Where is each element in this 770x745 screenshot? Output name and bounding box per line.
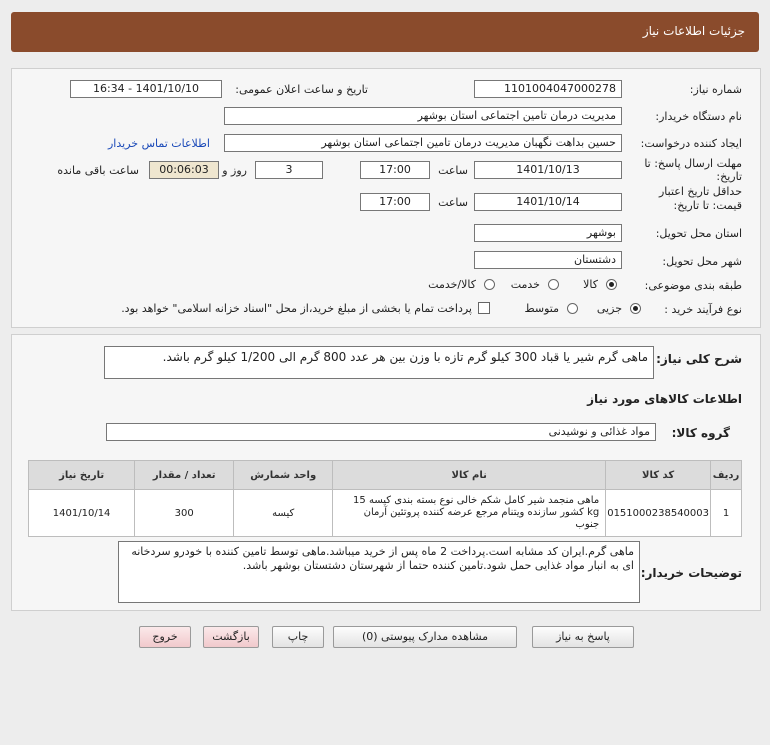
attachments-button[interactable]: مشاهده مدارک پیوستی (0) bbox=[333, 626, 517, 648]
page-title: جزئیات اطلاعات نیاز bbox=[642, 24, 745, 38]
print-button[interactable]: چاپ bbox=[272, 626, 324, 648]
goods-table bbox=[28, 460, 742, 537]
process-radio-minor[interactable] bbox=[630, 303, 641, 314]
goods-group-label: گروه کالا: bbox=[671, 426, 730, 440]
col-qty: تعداد / مقدار bbox=[135, 461, 234, 490]
category-option-service: خدمت bbox=[510, 278, 540, 291]
summary-field: ماهی گرم شیر یا قباد 300 کیلو گرم تازه با وزن بین هر عدد 800 گرم الی 1/200 کیلو گرم باشد. bbox=[104, 346, 654, 379]
province-field: بوشهر bbox=[474, 224, 622, 242]
process-radio-medium[interactable] bbox=[567, 303, 578, 314]
city-field: دشتستان bbox=[474, 251, 622, 269]
category-label: طبقه بندی موضوعی: bbox=[644, 279, 742, 292]
cell-qty: 300 bbox=[135, 490, 234, 537]
city-label: شهر محل تحویل: bbox=[662, 255, 742, 268]
deadline-date-label: تاریخ: bbox=[716, 170, 742, 183]
province-label: استان محل تحویل: bbox=[655, 227, 742, 240]
reply-button[interactable]: پاسخ به نیاز bbox=[532, 626, 634, 648]
category-radio-goods[interactable] bbox=[606, 279, 617, 290]
exit-button[interactable]: خروج bbox=[139, 626, 191, 648]
col-code: کد کالا bbox=[606, 461, 711, 490]
buyer-org-field: مدیریت درمان تامین اجتماعی استان بوشهر bbox=[224, 107, 622, 125]
treasury-note: پرداخت تمام یا بخشی از مبلغ خرید،از محل "اسناد خزانه اسلامی" خواهد بود. bbox=[121, 302, 472, 315]
goods-group-field: مواد غذائی و نوشیدنی bbox=[106, 423, 656, 441]
process-label: نوع فرآیند خرید : bbox=[664, 303, 742, 316]
page-header bbox=[11, 12, 759, 52]
deadline-time-field: 17:00 bbox=[360, 161, 430, 179]
cell-unit: کیسه bbox=[234, 490, 333, 537]
validity-time-field: 17:00 bbox=[360, 193, 430, 211]
cell-code: 0151000238540003 bbox=[606, 490, 711, 537]
treasury-checkbox[interactable] bbox=[478, 302, 490, 314]
summary-label: شرح کلی نیاز: bbox=[656, 352, 742, 366]
cell-row: 1 bbox=[711, 490, 742, 537]
validity-date-field: 1401/10/14 bbox=[474, 193, 622, 211]
buyer-notes-field: ماهی گرم.ایران کد مشابه است.پرداخت 2 ماه پس از خرید میباشد.ماهی توسط تامین کننده با خودرو سردخانه ای به انبار مواد غذایی حمل شود.تامین کننده حتما از شهرستان دشتستان بوشهر باشد. bbox=[118, 541, 640, 603]
announce-field: 1401/10/10 - 16:34 bbox=[70, 80, 222, 98]
validity-date-label: قیمت: تا تاریخ: bbox=[673, 199, 742, 212]
announce-label: تاریخ و ساعت اعلان عمومی: bbox=[235, 83, 368, 96]
table-row bbox=[29, 490, 742, 537]
remaining-time-field: 00:06:03 bbox=[149, 161, 219, 179]
buyer-org-label: نام دستگاه خریدار: bbox=[655, 110, 742, 123]
need-number-label: شماره نیاز: bbox=[689, 83, 742, 96]
validity-time-label: ساعت bbox=[438, 196, 468, 209]
remaining-days-field: 3 bbox=[255, 161, 323, 179]
deadline-time-label: ساعت bbox=[438, 164, 468, 177]
goods-info-title: اطلاعات کالاهای مورد نیاز bbox=[587, 392, 742, 406]
category-radio-service[interactable] bbox=[548, 279, 559, 290]
category-option-goods: کالا bbox=[583, 278, 598, 291]
contact-info-link[interactable]: اطلاعات تماس خریدار bbox=[108, 137, 210, 150]
requester-field: حسین بداهت نگهبان مدیریت درمان تامین اجتماعی استان بوشهر bbox=[224, 134, 622, 152]
need-number-field: 1101004047000278 bbox=[474, 80, 622, 98]
col-date: تاریخ نیاز bbox=[29, 461, 135, 490]
back-button[interactable]: بازگشت bbox=[203, 626, 259, 648]
remaining-label: ساعت باقی مانده bbox=[57, 164, 139, 177]
col-row: ردیف bbox=[711, 461, 742, 490]
buyer-notes-label: توضیحات خریدار: bbox=[640, 566, 742, 580]
col-unit: واحد شمارش bbox=[234, 461, 333, 490]
process-option-minor: جزیی bbox=[596, 302, 622, 315]
deadline-label: مهلت ارسال پاسخ: تا bbox=[644, 157, 742, 170]
process-option-medium: متوسط bbox=[524, 302, 559, 315]
deadline-date-field: 1401/10/13 bbox=[474, 161, 622, 179]
validity-label: حداقل تاریخ اعتبار bbox=[658, 185, 742, 198]
goods-table-header bbox=[29, 461, 742, 490]
category-option-goods-service: کالا/خدمت bbox=[428, 278, 476, 291]
cell-date: 1401/10/14 bbox=[29, 490, 135, 537]
cell-name: ماهی منجمد شیر کامل شکم خالی نوع بسته بندی کیسه 15 kg کشور سازنده ویتنام مرجع عرضه کننده پروتئین آرمان جنوب bbox=[333, 490, 606, 537]
requester-label: ایجاد کننده درخواست: bbox=[640, 137, 742, 150]
days-label: روز و bbox=[222, 164, 247, 177]
category-radio-goods-service[interactable] bbox=[484, 279, 495, 290]
col-name: نام کالا bbox=[333, 461, 606, 490]
